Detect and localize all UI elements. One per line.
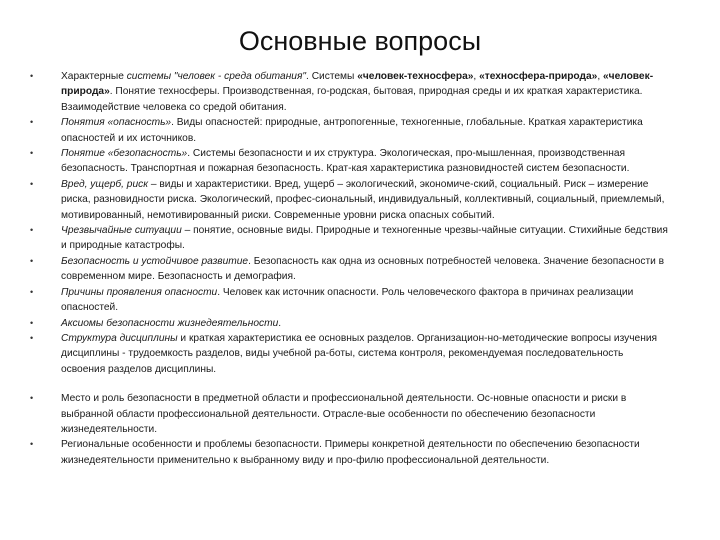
bullet-icon: • <box>30 439 34 450</box>
item-text: Аксиомы безопасности жизнедеятельности. <box>61 317 282 329</box>
item-text: Понятие «безопасность». Системы безопасности и их структура. Экологическая, про-мышленная, производственная безопасность. Транспортная и пожарная безопасность. Крат-кая характеристика разновидностей систем безопасности. <box>61 148 630 175</box>
slide-title: Основные вопросы <box>238 26 482 56</box>
bullet-icon: • <box>30 255 34 266</box>
bullet-icon: • <box>30 286 34 297</box>
bullet-icon: • <box>30 225 34 236</box>
bullet-icon: • <box>30 178 34 189</box>
list-item <box>30 146 668 177</box>
bullet-icon: • <box>30 71 34 81</box>
list-item <box>30 254 668 285</box>
item-text: Структура дисциплины и краткая характеристика ее основных разделов. Организацион-но-методические вопросы изучения дисциплины - трудоемкость разделов, виды учебной ра-боты, система контроля, рекомендуемая последовательность освоения разделов дисциплины. <box>61 332 658 375</box>
list-item <box>30 437 668 468</box>
item-text: Региональные особенности и проблемы безопасности. Примеры конкретной деятельности по обеспечению безопасности жизнедеятельности применительно к выбранному виду и про-филю профессиональной деятельности. <box>61 439 640 466</box>
item-text: Характерные системы "человек - среда обитания". Системы «человек-техносфера», «техносфера-природа», «человек-природа». Понятие техносферы. Производственная, го-родская, бытовая, природная среды и их краткая характеристика. Взаимодействие человека со средой обитания. <box>61 71 654 113</box>
list-item <box>30 285 668 316</box>
list-item <box>30 177 668 223</box>
list-item <box>30 223 668 254</box>
list-item <box>30 331 668 377</box>
list-item <box>30 391 668 437</box>
list-item <box>30 69 668 115</box>
bullet-icon: • <box>30 117 34 128</box>
list-item <box>30 316 668 331</box>
item-text: Понятия «опасность». Виды опасностей: природные, антропогенные, техногенные, глобальные. Краткая характеристика опасностей и их источников. <box>61 117 643 144</box>
item-text: Чрезвычайные ситуации – понятие, основные виды. Природные и техногенные чрезвы-чайные ситуации. Стихийные бедствия и природные катастрофы. <box>61 225 668 252</box>
item-text: Место и роль безопасности в предметной области и профессиональной деятельности. Ос-новные опасности и риски в выбранной области профессиональной деятельности. Отрасле-вые особенности по обеспечению безопасности жизнедеятельности. <box>61 393 627 435</box>
item-text: Причины проявления опасности. Человек как источник опасности. Роль человеческого фактора в причинах реализации опасностей. <box>61 286 634 314</box>
bullet-icon: • <box>30 317 34 328</box>
list-item <box>30 115 668 146</box>
bullet-icon: • <box>30 393 34 404</box>
topic-list <box>30 69 668 468</box>
item-text: Вред, ущерб, риск – виды и характеристики. Вред, ущерб – экологический, экономиче-ский, социальный. Риск – измерение риска, разновидности риска. Экологический, профес-сиональный, индивидуальный, коллективный, социальный, приемлемый, мотивированный, немотивированный риски. Современные уровни риска опасных событий. <box>61 178 665 221</box>
list-spacer <box>30 377 668 391</box>
bullet-icon: • <box>30 332 34 343</box>
bullet-icon: • <box>30 148 34 159</box>
item-text: Безопасность и устойчивое развитие. Безопасность как одна из основных потребностей человека. Значение безопасности в современном мире. Безопасность и демография. <box>61 255 665 283</box>
